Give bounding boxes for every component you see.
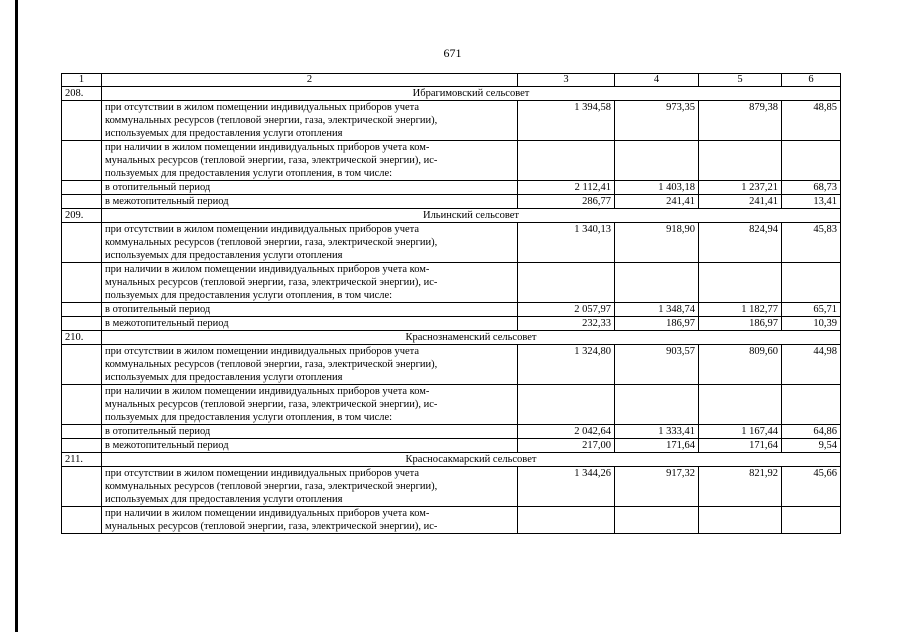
value-cell-v4: 1 348,74 — [615, 303, 699, 317]
header-cell: 5 — [699, 74, 782, 87]
value-cell-v3: 232,33 — [518, 317, 615, 331]
header-cell: 4 — [615, 74, 699, 87]
value-cell-v4: 973,35 — [615, 101, 699, 141]
row-description: в отопительный период — [102, 425, 518, 439]
row-number-cell — [62, 303, 102, 317]
row-number-cell — [62, 195, 102, 209]
row-description: при отсутствии в жилом помещении индивидуальных приборов учета коммунальных ресурсов (тепловой энергии, газа, электрической энергии), используемых для предоставления услуги отопления — [102, 223, 518, 263]
value-cell-v3 — [518, 507, 615, 534]
row-description: при наличии в жилом помещении индивидуальных приборов учета ком- мунальных ресурсов (тепловой энергии, газа, электрической энергии), ис- пользуемых для предоставления услуги отопления, в том числе: — [102, 385, 518, 425]
table-row — [62, 425, 841, 439]
table-row — [62, 345, 841, 385]
table-row — [62, 439, 841, 453]
table-row — [62, 507, 841, 534]
table-row — [62, 317, 841, 331]
row-number-cell — [62, 263, 102, 303]
row-description: при отсутствии в жилом помещении индивидуальных приборов учета коммунальных ресурсов (тепловой энергии, газа, электрической энергии), используемых для предоставления услуги отопления — [102, 345, 518, 385]
value-cell-v4 — [615, 141, 699, 181]
row-number-cell — [62, 385, 102, 425]
value-cell-v6: 45,83 — [782, 223, 841, 263]
value-cell-v5 — [699, 507, 782, 534]
section-title: Краснознаменский сельсовет — [102, 331, 841, 345]
page-number: 671 — [443, 46, 462, 60]
value-cell-v4: 1 333,41 — [615, 425, 699, 439]
header-cell: 2 — [102, 74, 518, 87]
section-number: 211. — [62, 453, 102, 467]
row-number-cell — [62, 141, 102, 181]
value-cell-v5: 821,92 — [699, 467, 782, 507]
value-cell-v4: 186,97 — [615, 317, 699, 331]
value-cell-v6: 64,86 — [782, 425, 841, 439]
value-cell-v4: 171,64 — [615, 439, 699, 453]
value-cell-v3 — [518, 141, 615, 181]
row-description: в межотопительный период — [102, 317, 518, 331]
table-row — [62, 195, 841, 209]
header-row — [62, 74, 841, 87]
value-cell-v3: 2 042,64 — [518, 425, 615, 439]
row-number-cell — [62, 425, 102, 439]
section-header-row — [62, 87, 841, 101]
tariff-table — [61, 73, 841, 534]
value-cell-v3 — [518, 263, 615, 303]
value-cell-v5: 824,94 — [699, 223, 782, 263]
row-description: при наличии в жилом помещении индивидуальных приборов учета ком- мунальных ресурсов (тепловой энергии, газа, электрической энергии), ис- — [102, 507, 518, 534]
value-cell-v6: 44,98 — [782, 345, 841, 385]
value-cell-v6 — [782, 141, 841, 181]
value-cell-v6: 9,54 — [782, 439, 841, 453]
row-number-cell — [62, 439, 102, 453]
row-description: в межотопительный период — [102, 439, 518, 453]
table-row — [62, 101, 841, 141]
value-cell-v5 — [699, 263, 782, 303]
table-row — [62, 263, 841, 303]
value-cell-v5: 171,64 — [699, 439, 782, 453]
header-cell: 1 — [62, 74, 102, 87]
value-cell-v5: 1 182,77 — [699, 303, 782, 317]
row-description: при наличии в жилом помещении индивидуальных приборов учета ком- мунальных ресурсов (тепловой энергии, газа, электрической энергии), ис- пользуемых для предоставления услуги отопления, в том числе: — [102, 263, 518, 303]
value-cell-v5: 1 237,21 — [699, 181, 782, 195]
value-cell-v3: 217,00 — [518, 439, 615, 453]
value-cell-v4 — [615, 507, 699, 534]
row-number-cell — [62, 181, 102, 195]
value-cell-v4 — [615, 385, 699, 425]
table-row — [62, 181, 841, 195]
value-cell-v3: 286,77 — [518, 195, 615, 209]
value-cell-v5: 241,41 — [699, 195, 782, 209]
value-cell-v6: 48,85 — [782, 101, 841, 141]
value-cell-v4: 903,57 — [615, 345, 699, 385]
table-row — [62, 141, 841, 181]
row-number-cell — [62, 345, 102, 385]
row-description: при отсутствии в жилом помещении индивидуальных приборов учета коммунальных ресурсов (тепловой энергии, газа, электрической энергии), используемых для предоставления услуги отопления — [102, 101, 518, 141]
value-cell-v3: 1 340,13 — [518, 223, 615, 263]
value-cell-v4: 1 403,18 — [615, 181, 699, 195]
value-cell-v4: 917,32 — [615, 467, 699, 507]
row-number-cell — [62, 467, 102, 507]
value-cell-v3: 1 324,80 — [518, 345, 615, 385]
value-cell-v3: 2 057,97 — [518, 303, 615, 317]
row-description: в отопительный период — [102, 181, 518, 195]
section-title: Ильинский сельсовет — [102, 209, 841, 223]
value-cell-v6 — [782, 507, 841, 534]
section-title: Красносакмарский сельсовет — [102, 453, 841, 467]
row-number-cell — [62, 507, 102, 534]
value-cell-v3: 2 112,41 — [518, 181, 615, 195]
value-cell-v6: 65,71 — [782, 303, 841, 317]
section-number: 208. — [62, 87, 102, 101]
header-cell: 6 — [782, 74, 841, 87]
row-description: при наличии в жилом помещении индивидуальных приборов учета ком- мунальных ресурсов (тепловой энергии, газа, электрической энергии), ис- пользуемых для предоставления услуги отопления, в том числе: — [102, 141, 518, 181]
value-cell-v3: 1 344,26 — [518, 467, 615, 507]
section-header-row — [62, 209, 841, 223]
table-row — [62, 303, 841, 317]
value-cell-v5 — [699, 385, 782, 425]
table-row — [62, 385, 841, 425]
row-description: при отсутствии в жилом помещении индивидуальных приборов учета коммунальных ресурсов (тепловой энергии, газа, электрической энергии), используемых для предоставления услуги отопления — [102, 467, 518, 507]
page-edge-line — [15, 0, 18, 632]
value-cell-v6: 10,39 — [782, 317, 841, 331]
value-cell-v3 — [518, 385, 615, 425]
value-cell-v5: 879,38 — [699, 101, 782, 141]
row-number-cell — [62, 101, 102, 141]
table-row — [62, 467, 841, 507]
row-description: в межотопительный период — [102, 195, 518, 209]
value-cell-v6 — [782, 263, 841, 303]
value-cell-v6: 68,73 — [782, 181, 841, 195]
value-cell-v5: 809,60 — [699, 345, 782, 385]
table-row — [62, 223, 841, 263]
value-cell-v4: 918,90 — [615, 223, 699, 263]
section-number: 209. — [62, 209, 102, 223]
row-description: в отопительный период — [102, 303, 518, 317]
row-number-cell — [62, 317, 102, 331]
section-number: 210. — [62, 331, 102, 345]
section-title: Ибрагимовский сельсовет — [102, 87, 841, 101]
value-cell-v5: 1 167,44 — [699, 425, 782, 439]
value-cell-v5 — [699, 141, 782, 181]
value-cell-v5: 186,97 — [699, 317, 782, 331]
row-number-cell — [62, 223, 102, 263]
section-header-row — [62, 453, 841, 467]
header-cell: 3 — [518, 74, 615, 87]
table-body — [62, 74, 841, 534]
value-cell-v4: 241,41 — [615, 195, 699, 209]
value-cell-v4 — [615, 263, 699, 303]
value-cell-v6: 45,66 — [782, 467, 841, 507]
value-cell-v6 — [782, 385, 841, 425]
value-cell-v3: 1 394,58 — [518, 101, 615, 141]
section-header-row — [62, 331, 841, 345]
value-cell-v6: 13,41 — [782, 195, 841, 209]
